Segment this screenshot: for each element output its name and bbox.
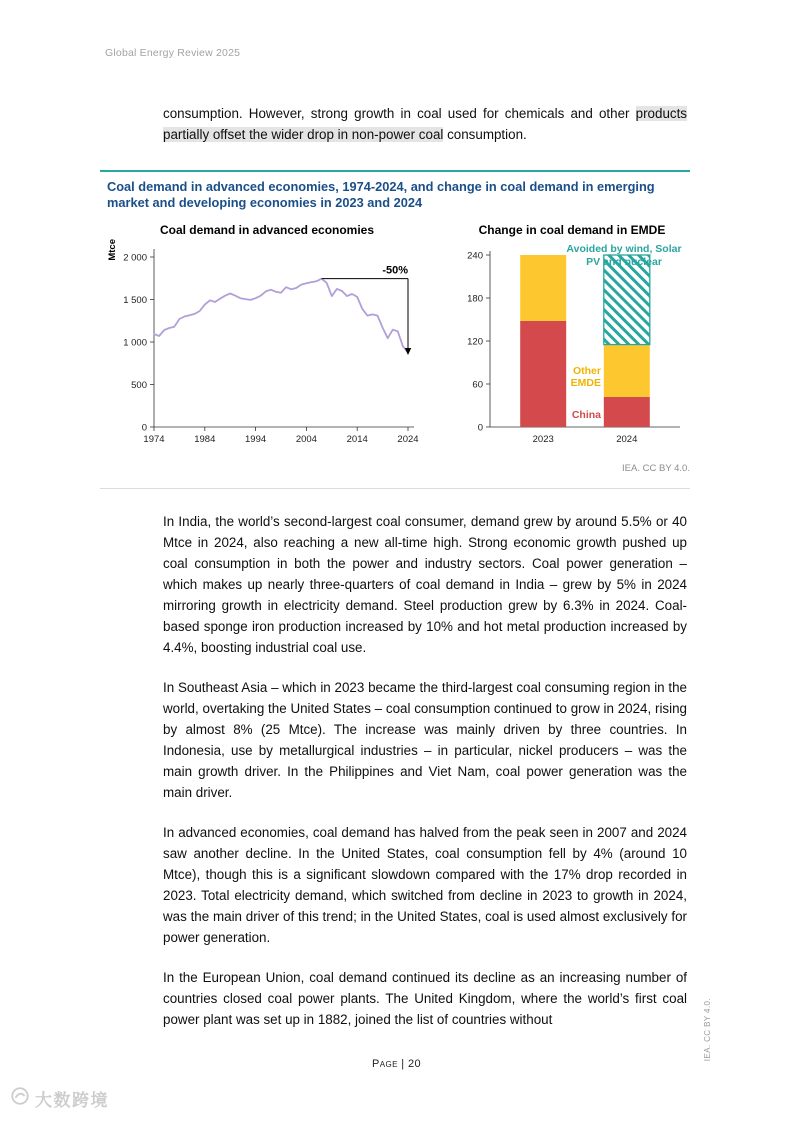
page-number: Page | 20 [371, 1058, 422, 1070]
svg-text:500: 500 [131, 380, 147, 391]
svg-text:2023: 2023 [532, 434, 554, 445]
svg-text:240: 240 [467, 250, 483, 262]
svg-text:2024: 2024 [616, 434, 638, 445]
charts-row [100, 223, 690, 460]
page-header: Global Energy Review 2025 [105, 47, 241, 59]
highlighted-text: products partially offset the wider drop in non-power coal [163, 106, 687, 142]
line-chart [106, 223, 428, 460]
watermark [10, 1086, 109, 1111]
bar-chart-title: Change in coal demand in EMDE [478, 223, 666, 237]
bar-chart [454, 223, 690, 460]
intro-text-post: consumption. [443, 127, 527, 142]
svg-text:180: 180 [467, 293, 483, 305]
svg-text:2 000: 2 000 [123, 252, 147, 264]
side-caption: IEA. CC BY 4.0. [703, 998, 712, 1062]
y-axis-label: Mtce [107, 239, 118, 261]
svg-text:120: 120 [467, 336, 483, 348]
svg-text:1994: 1994 [245, 434, 267, 445]
svg-text:-50%: -50% [382, 264, 408, 277]
watermark-text: 大数跨境 [35, 1091, 109, 1110]
series-label-avoided: Avoided by wind, Solar PV and nuclear [566, 243, 682, 268]
svg-text:1984: 1984 [194, 434, 216, 445]
svg-text:2004: 2004 [295, 434, 317, 445]
svg-text:2024: 2024 [397, 434, 419, 445]
figure-title: Coal demand in advanced economies, 1974-2024, and change in coal demand in emerging market and developing economies in 2023 and 2024 [107, 179, 655, 210]
paragraph-india: In India, the world’s second-largest coal consumer, demand grew by around 5.5% or 40 Mtce in 2024, also reaching a new all-time high. Strong economic growth pushed up coal consumption in both the power and industry sectors. Coal power generation – which makes up nearly three-quarters of coal demand in India – grew by 5% in 2024 mirroring growth in electricity demand. Steel production grew by 6.3% in 2024. Coal-based sponge iron production increased by 10% and hot metal production increased by 4.4%, boosting industrial coal use. [163, 514, 687, 655]
figure-credit: IEA. CC BY 4.0. [622, 463, 690, 474]
intro-text-pre: consumption. However, strong growth in coal used for chemicals and other [163, 106, 636, 121]
intro-section [163, 103, 687, 164]
paragraph-eu: In the European Union, coal demand continued its decline as an increasing number of countries closed coal power plants. The United Kingdom, where the world’s first coal power plant was set up in 1882, joined the list of countries without [163, 970, 687, 1027]
svg-text:2014: 2014 [346, 434, 368, 445]
svg-text:1 500: 1 500 [123, 295, 147, 306]
svg-text:1974: 1974 [143, 434, 165, 445]
paragraph-advanced-economies: In advanced economies, coal demand has halved from the peak seen in 2007 and 2024 saw another decline. In the United States, coal consumption fell by 4% (around 10 Mtce), though this is a significant slowdown compared with the 17% drop recorded in 2023. Total electricity demand, which switched from decline in 2023 to growth in 2024, was the main driver of this trend; in the United States, coal is used almost exclusively for power generation. [163, 825, 687, 945]
line-chart-svg [106, 241, 426, 455]
bar-chart-svg [454, 241, 690, 455]
svg-text:0: 0 [141, 422, 147, 434]
watermark-logo-icon [10, 1086, 30, 1111]
body-section [163, 511, 687, 1049]
series-label-china: China [571, 409, 601, 421]
svg-text:1 000: 1 000 [123, 337, 147, 349]
svg-text:60: 60 [472, 379, 483, 391]
series-label-other-emde: Other EMDE [570, 365, 601, 389]
figure-block [100, 170, 690, 489]
paragraph-intro [163, 103, 687, 145]
svg-text:0: 0 [477, 422, 483, 434]
paragraph-southeast-asia: In Southeast Asia – which in 2023 became the third-largest coal consuming region in the world, overtaking the United States – coal consumption continued to grow in 2024, rising by almost 8% (25 Mtce). The increase was mainly driven by three countries. In Indonesia, use by metallurgical industries – in particular, nickel producers – was the main growth driver. In the Philippines and Viet Nam, coal power generation was the main driver. [163, 680, 687, 800]
line-chart-title: Coal demand in advanced economies [159, 223, 375, 237]
